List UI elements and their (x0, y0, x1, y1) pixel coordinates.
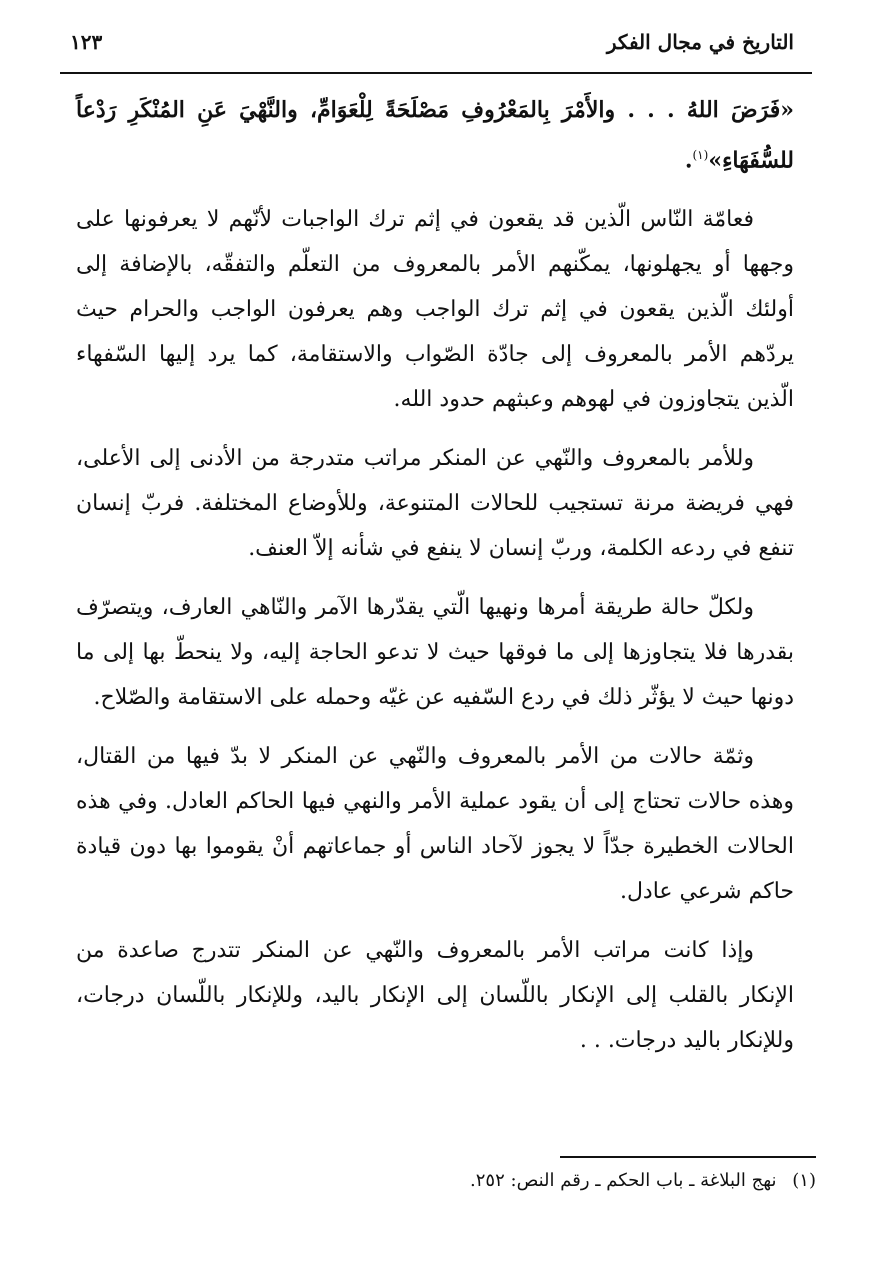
paragraph: وللأمر بالمعروف والنّهي عن المنكر مراتب متدرجة من الأدنى إلى الأعلى، فهي فريضة مرنة تستجيب للحالات المتنوعة، وللأوضاع المختلفة. فربّ إنسان تنفع في ردعه الكلمة، وربّ إنسان لا ينفع في شأنه إلاّ العنف. (76, 446, 794, 562)
header-rule (60, 72, 812, 74)
footnote-reference: (١) (692, 148, 709, 162)
body-text (76, 88, 794, 1077)
page-number: ١٢٣ (70, 30, 103, 54)
quote-text: «فَرَضَ اللهُ . . . والأَمْرَ بِالمَعْرُوفِ مَصْلَحَةً لِلْعَوَامِّ، والنَّهْيَ عَنِ المُنْكَرِ رَدْعاً للسُّفَهَاءِ» (76, 97, 794, 174)
quote-end: . (684, 147, 693, 174)
footnote-rule (560, 1156, 816, 1158)
running-title: التاريخ في مجال الفكر (606, 30, 794, 54)
footnote-text: نهج البلاغة ـ باب الحكم ـ رقم النص: ٢٥٢. (470, 1170, 777, 1191)
footnote (470, 1170, 816, 1191)
paragraph: ولكلّ حالة طريقة أمرها ونهيها الّتي يقدّرها الآمر والنّاهي العارف، ويتصرّف بقدرها فلا يتجاوزها إلى ما فوقها حيث لا تدعو الحاجة إليه، ولا ينحطّ بها إلى ما دونها حيث لا يؤثّر ذلك في ردع السّفيه عن غيّه وحمله على الاستقامة والصّلاح. (76, 595, 794, 711)
footnote-mark: (١) (792, 1170, 816, 1191)
paragraph: فعامّة النّاس الّذين قد يقعون في إثم ترك الواجبات لأنّهم لا يعرفونها على وجهها أو يجهلونها، يمكّنهم الأمر بالمعروف من التعلّم والتفقّه، بالإضافة إلى أولئك الّذين يقعون في إثم ترك الواجب وهم يعرفون الواجب والحرام حيث يردّهم الأمر بالمعروف إلى جادّة الصّواب والاستقامة، كما يرد إليها السّفهاء الّذين يتجاوزون في لهوهم وعبثهم حدود الله. (76, 207, 794, 413)
paragraph: وثمّة حالات من الأمر بالمعروف والنّهي عن المنكر لا بدّ فيها من القتال، وهذه حالات تحتاج إلى أن يقود عملية الأمر والنهي فيها الحاكم العادل. وفي هذه الحالات الخطيرة جدّاً لا يجوز لآحاد الناس أو جماعاتهم أنْ يقوموا بها دون قيادة حاكم شرعي عادل. (76, 744, 794, 905)
quoted-saying (76, 88, 794, 183)
paragraph: وإذا كانت مراتب الأمر بالمعروف والنّهي عن المنكر تتدرج صاعدة من الإنكار بالقلب إلى الإنكار باللّسان إلى الإنكار باليد، وللإنكار باللّسان درجات، وللإنكار باليد درجات. . . (76, 938, 794, 1054)
